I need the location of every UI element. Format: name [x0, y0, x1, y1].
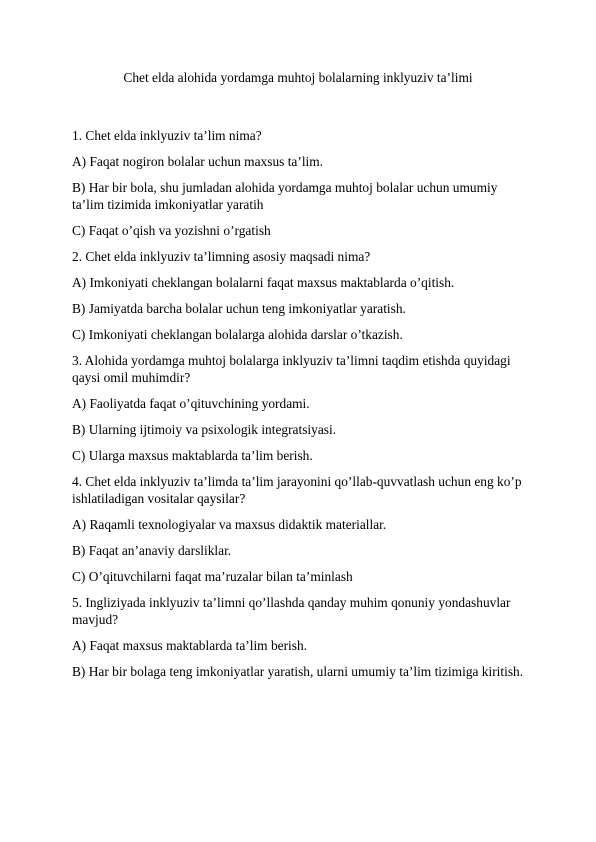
question-4: 4. Chet elda inklyuziv ta’limda ta’lim jarayonini qo’llab-quvvatlash uchun eng ko’p ishlatiladigan vositalar qaysilar? — [72, 474, 522, 506]
question-2-option-b: B) Jamiyatda barcha bolalar uchun teng imkoniyatlar yaratish. — [72, 301, 406, 316]
question-5-option-a: A) Faqat maxsus maktablarda ta’lim berish. — [72, 638, 308, 653]
question-4-option-c: C) O’qituvchilarni faqat ma’ruzalar bilan ta’minlash — [72, 569, 353, 584]
question-2: 2. Chet elda inklyuziv ta’limning asosiy maqsadi nima? — [72, 249, 371, 264]
question-1-option-b: B) Har bir bola, shu jumladan alohida yordamga muhtoj bolalar uchun umumiy ta’lim tizimida imkoniyatlar yaratih — [72, 180, 498, 212]
question-4-option-a: A) Raqamli texnologiyalar va maxsus didaktik materiallar. — [72, 517, 387, 532]
question-1-option-c: C) Faqat o’qish va yozishni o’rgatish — [72, 223, 271, 238]
question-3-option-a: A) Faoliyatda faqat o’qituvchining yordami. — [72, 396, 310, 411]
question-3: 3. Alohida yordamga muhtoj bolalarga inklyuziv ta’limni taqdim etishda quyidagi qaysi omil muhimdir? — [72, 353, 511, 385]
question-5: 5. Ingliziyada inklyuziv ta’limni qo’llashda qanday muhim qonuniy yondashuvlar mavjud? — [72, 595, 511, 627]
question-4-option-b: B) Faqat an’anaviy darsliklar. — [72, 543, 232, 558]
question-3-option-c: C) Ularga maxsus maktablarda ta’lim berish. — [72, 448, 313, 463]
document-body — [72, 127, 524, 689]
question-2-option-a: A) Imkoniyati cheklangan bolalarni faqat maxsus maktablarda o’qitish. — [72, 275, 455, 290]
question-5-option-b: B) Har bir bolaga teng imkoniyatlar yaratish, ularni umumiy ta’lim tizimiga kiritish. — [72, 664, 524, 679]
question-1: 1. Chet elda inklyuziv ta’lim nima? — [72, 128, 262, 143]
document-title: Chet elda alohida yordamga muhtoj bolalarning inklyuziv ta’limi — [123, 70, 473, 85]
question-3-option-b: B) Ularning ijtimoiy va psixologik integratsiyasi. — [72, 422, 337, 437]
question-2-option-c: C) Imkoniyati cheklangan bolalarga alohida darslar o’tkazish. — [72, 327, 403, 342]
question-1-option-a: A) Faqat nogiron bolalar uchun maxsus ta’lim. — [72, 154, 324, 169]
